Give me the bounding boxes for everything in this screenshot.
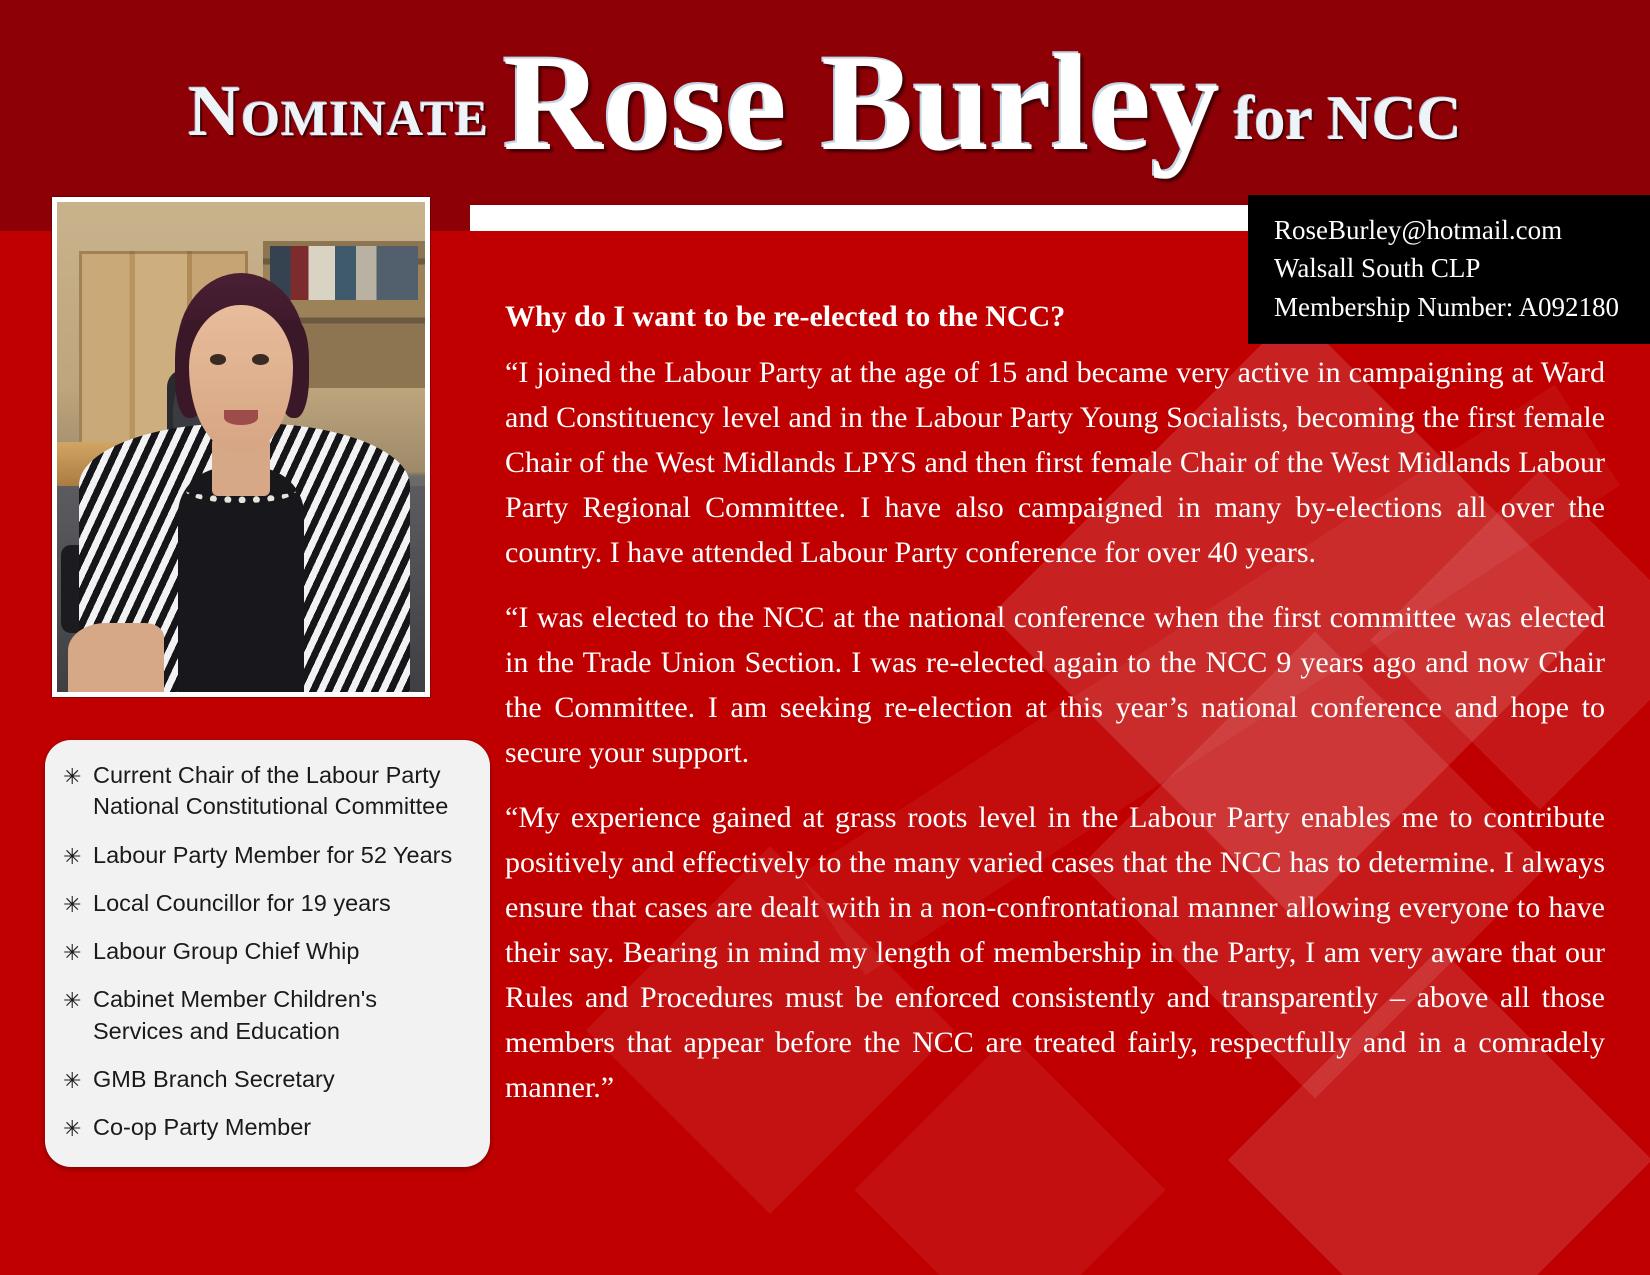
- credential-text: Co-op Party Member: [93, 1114, 312, 1140]
- credential-text: Labour Group Chief Whip: [93, 938, 360, 964]
- list-item: [63, 984, 468, 1047]
- statement-paragraph-2: “I was elected to the NCC at the national conference when the first committee was elected in the Trade Union Section. I was re-elected again to the NCC 9 years ago and now Chair the Committee. I am seeking re-election at this year’s national conference and hope to secure your support.: [505, 601, 1605, 769]
- contact-clp: Walsall South CLP: [1274, 253, 1481, 284]
- credential-text: Labour Party Member for 52 Years: [93, 841, 453, 868]
- credential-text: Cabinet Member Children's Services and Education: [93, 986, 377, 1044]
- credential-text: Current Chair of the Labour Party National Constitutional Committee: [93, 762, 449, 820]
- header-nominate-word: Nominate: [188, 71, 490, 151]
- photo-books: [270, 246, 417, 300]
- header-for-ncc: for NCC: [1233, 85, 1462, 153]
- contact-membership-number: Membership Number: A092180: [1274, 291, 1619, 322]
- credentials-list: [63, 760, 468, 1143]
- candidate-photo: [57, 202, 425, 692]
- credentials-card: [45, 740, 490, 1167]
- credential-text: Local Councillor for 19 years: [93, 889, 391, 916]
- statement-column: [505, 300, 1605, 1110]
- header-title-row: [0, 0, 1650, 205]
- contact-email[interactable]: RoseBurley@hotmail.com: [1274, 215, 1563, 245]
- photo-arm: [68, 623, 164, 692]
- list-item: [63, 760, 468, 823]
- photo-eye-left: [210, 354, 227, 365]
- asterisk-icon: ✳: [63, 988, 82, 1014]
- photo-face: [189, 305, 292, 452]
- credential-text: GMB Branch Secretary: [93, 1065, 335, 1092]
- page-title: Rose Burley: [503, 25, 1220, 179]
- header-banner: [0, 0, 1650, 205]
- list-item: [63, 840, 468, 871]
- asterisk-icon: ✳: [63, 764, 82, 789]
- photo-smile: [224, 410, 257, 425]
- statement-paragraph-1: “I joined the Labour Party at the age of 15 and became very active in campaigning at Ward and Constituency level and in the Labour Party Young Socialists, becoming the first female Chair of the West Midlands LPYS and then first female Chair of the West Midlands Labour Party Regional Committee. I have also campaigned in many by-elections all over the country. I have attended Labour Party conference for over 40 years.: [505, 356, 1605, 569]
- asterisk-icon: ✳: [63, 1116, 82, 1141]
- list-item: [63, 888, 468, 919]
- asterisk-icon: ✳: [63, 891, 82, 917]
- photo-eye-right: [252, 354, 269, 365]
- asterisk-icon: ✳: [63, 843, 82, 869]
- list-item: [63, 1064, 468, 1095]
- list-item: [63, 936, 468, 967]
- asterisk-icon: ✳: [63, 940, 82, 965]
- candidate-photo-frame: [52, 197, 430, 697]
- asterisk-icon: ✳: [63, 1067, 82, 1093]
- statement-paragraph-3: “My experience gained at grass roots level in the Labour Party enables me to contribute positively and effectively to the many varied cases that the NCC has to determine. I always ensure that cases are dealt with in a non-confrontational manner allowing everyone to have their say. Bearing in mind my length of membership in the Party, I am very aware that our Rules and Procedures must be enforced consistently and transparently – above all those members that appear before the NCC are treated fairly, respectfully and in a comradely manner.”: [505, 801, 1605, 1104]
- list-item: [63, 1112, 468, 1143]
- statement-heading: Why do I want to be re-elected to the NCC?: [505, 300, 1066, 333]
